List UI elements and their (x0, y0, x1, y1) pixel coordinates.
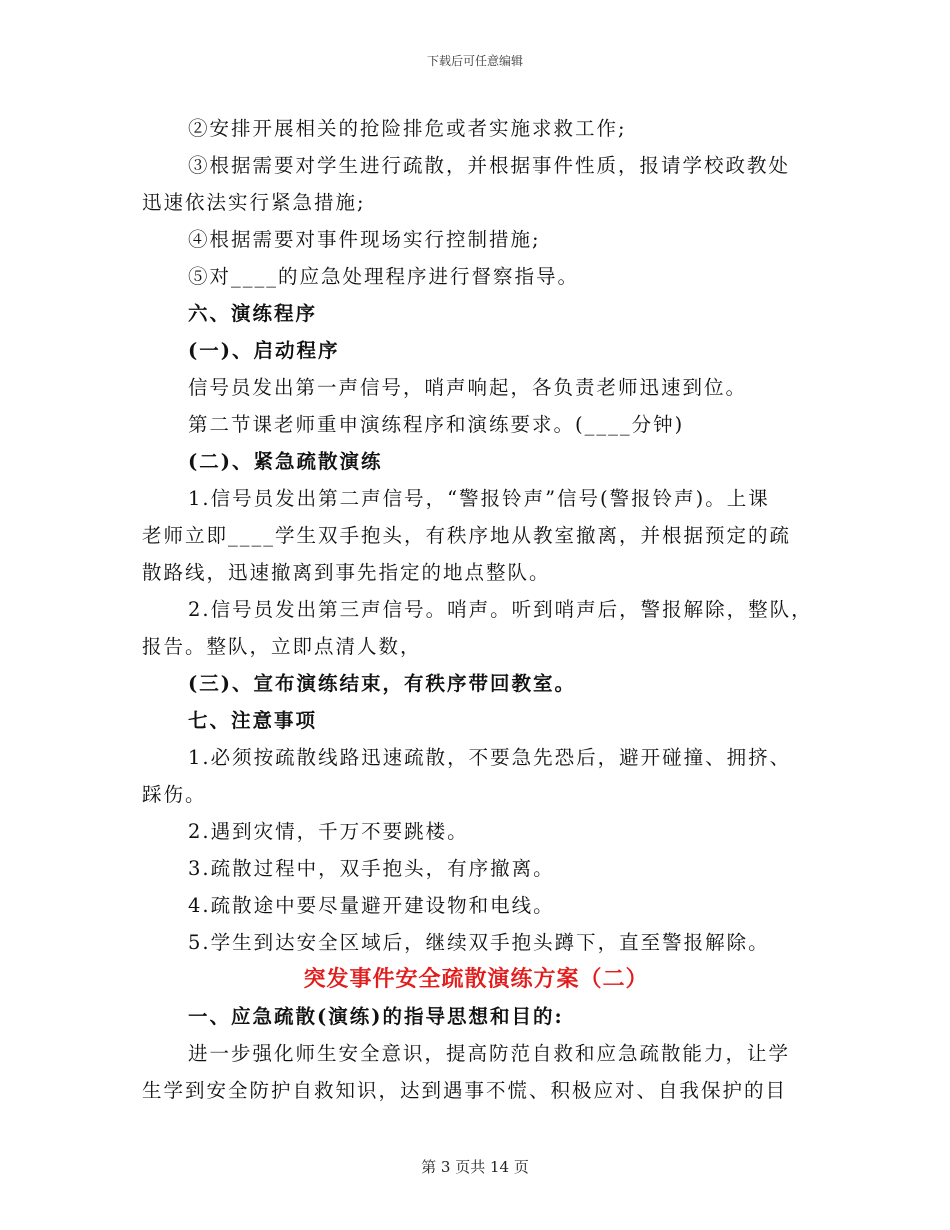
section-heading: 一、应急疏散(演练)的指导思想和目的: (188, 1005, 564, 1028)
paragraph-line: 4.疏散途中要尽量避开建设物和电线。 (188, 894, 555, 917)
section-heading: 六、演练程序 (188, 302, 318, 325)
paragraph-line: ④根据需要对事件现场实行控制措施; (188, 228, 541, 251)
paragraph-line: 1.信号员发出第二声信号，“警报铃声”信号(警报铃声)。上课 (188, 487, 770, 510)
paragraph-line: ②安排开展相关的抢险排危或者实施求救工作; (188, 117, 627, 140)
paragraph-line: 迅速依法实行紧急措施; (142, 191, 366, 214)
paragraph-line: 踩伤。 (142, 783, 207, 806)
paragraph-line: 2.信号员发出第三声信号。哨声。听到哨声后，警报解除，整队， (188, 598, 813, 621)
paragraph-line: 报告。整队，立即点清人数， (142, 635, 422, 658)
paragraph-line: 生学到安全防护自救知识，达到遇事不慌、积极应对、自我保护的目 (142, 1079, 788, 1102)
paragraph-line: 3.疏散过程中，双手抱头，有序撤离。 (188, 857, 555, 880)
page-footer: 第 3 页共 14 页 (421, 1158, 529, 1176)
paragraph-line: 信号员发出第一声信号，哨声响起，各负责老师迅速到位。 (188, 376, 748, 399)
paragraph-line: 进一步强化师生安全意识，提高防范自救和应急疏散能力，让学 (188, 1042, 791, 1065)
paragraph-line: 老师立即____学生双手抱头，有秩序地从教室撤离，并根据预定的疏 (142, 524, 792, 547)
paragraph-line: 5.学生到达安全区域后，继续双手抱头蹲下，直至警报解除。 (188, 931, 770, 954)
document-title: 突发事件安全疏散演练方案（二） (303, 966, 649, 992)
subsection-heading: (三)、宣布演练结束，有秩序带回教室。 (188, 672, 576, 695)
subsection-heading: (二)、紧急疏散演练 (188, 450, 383, 473)
subsection-heading: (一)、启动程序 (188, 339, 340, 362)
paragraph-line: 2.遇到灾情，千万不要跳楼。 (188, 820, 469, 843)
document-body (142, 110, 813, 1109)
paragraph-line: ③根据需要对学生进行疏散，并根据事件性质，报请学校政教处 (188, 154, 791, 177)
paragraph-line: 第二节课老师重申演练程序和演练要求。(____分钟) (188, 413, 685, 436)
paragraph-line: 散路线，迅速撤离到事先指定的地点整队。 (142, 561, 551, 584)
paragraph-line: 1.必须按疏散线路迅速疏散，不要急先恐后，避开碰撞、拥挤、 (188, 746, 792, 769)
page-header: 下载后可任意编辑 (426, 54, 523, 68)
paragraph-line: ⑤对____的应急处理程序进行督察指导。 (188, 265, 580, 288)
section-heading: 七、注意事项 (188, 709, 318, 732)
